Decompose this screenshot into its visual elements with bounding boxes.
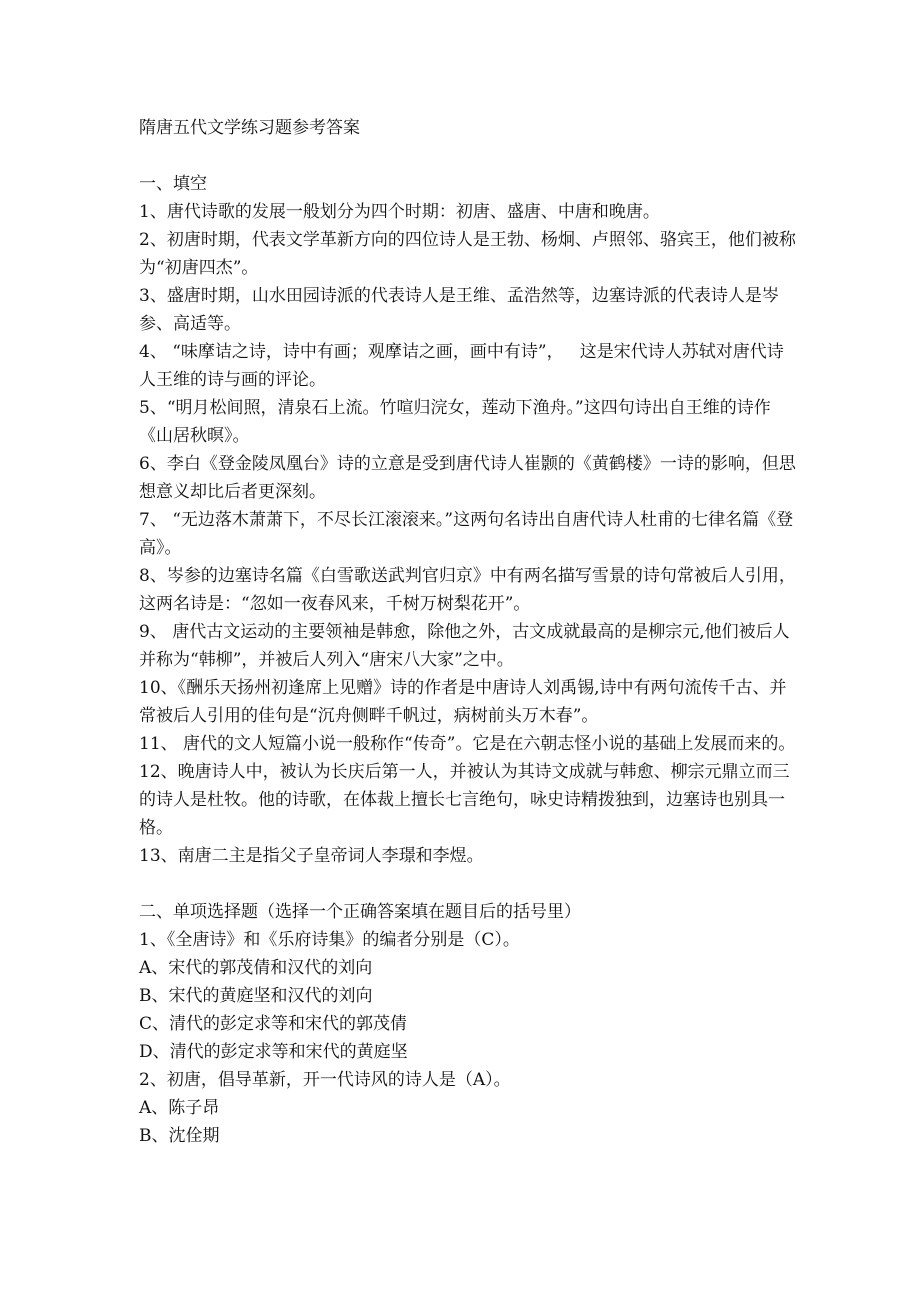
fill-in-item-2: 2、初唐时期，代表文学革新方向的四位诗人是王勃、杨炯、卢照邻、骆宾王，他们被称为“初唐四杰”。 [139,230,796,278]
question-2-option-a: A、陈子昂 [139,1098,220,1118]
question-1-option-c: C、清代的彭定求等和宋代的郭茂倩 [139,1014,408,1034]
question-1-stem: 1、《全唐诗》和《乐府诗集》的编者分别是（C）。 [139,930,520,950]
fill-in-item-7: 7、 “无边落木萧萧下，不尽长江滚滚来。”这两句名诗出自唐代诗人杜甫的七律名篇《登高》。 [139,510,794,558]
fill-in-item-6: 6、李白《登金陵凤凰台》诗的立意是受到唐代诗人崔颢的《黄鹤楼》一诗的影响，但思想意义却比后者更深刻。 [139,454,796,502]
fill-in-item-10: 10、《酬乐天扬州初逢席上见赠》诗的作者是中唐诗人刘禹锡,诗中有两句流传千古、并常被后人引用的佳句是“沉舟侧畔千帆过，病树前头万木春”。 [139,678,787,726]
fill-in-item-4: 4、 “味摩诘之诗，诗中有画；观摩诘之画，画中有诗”， 这是宋代诗人苏轼对唐代诗人王维的诗与画的评论。 [139,342,784,390]
fill-in-item-9: 9、 唐代古文运动的主要领袖是韩愈，除他之外，古文成就最高的是柳宗元,他们被后人并称为“韩柳”，并被后人列入“唐宋八大家”之中。 [139,622,790,670]
section-heading-single-choice: 二、单项选择题（选择一个正确答案填在题目后的括号里） [139,902,581,922]
document-body [139,114,799,1150]
section-heading-fill-in: 一、填空 [139,174,207,194]
question-1-option-d: D、清代的彭定求等和宋代的黄庭坚 [139,1042,408,1062]
question-2-option-b: B、沈佺期 [139,1126,220,1146]
question-1-option-b: B、宋代的黄庭坚和汉代的刘向 [139,986,373,1006]
fill-in-item-13: 13、南唐二主是指父子皇帝词人李璟和李煜。 [139,846,484,866]
question-2-stem: 2、初唐，倡导革新，开一代诗风的诗人是（A）。 [139,1070,511,1090]
fill-in-item-12: 12、晚唐诗人中，被认为长庆后第一人，并被认为其诗文成就与韩愈、柳宗元鼎立而三的诗人是杜牧。他的诗歌，在体裁上擅长七言绝句，咏史诗精拨独到，边塞诗也别具一格。 [139,762,790,838]
fill-in-item-5: 5、“明月松间照，清泉石上流。竹喧归浣女，莲动下渔舟。”这四句诗出自王维的诗作《山居秋暝》。 [139,398,771,446]
question-1-option-a: A、宋代的郭茂倩和汉代的刘向 [139,958,373,978]
fill-in-item-8: 8、岑参的边塞诗名篇《白雪歌送武判官归京》中有两名描写雪景的诗句常被后人引用，这两名诗是：“忽如一夜春风来，千树万树梨花开”。 [139,566,796,614]
fill-in-item-11: 11、 唐代的文人短篇小说一般称作“传奇”。它是在六朝志怪小说的基础上发展而来的。 [139,734,796,754]
document-title: 隋唐五代文学练习题参考答案 [139,118,360,138]
fill-in-item-3: 3、盛唐时期，山水田园诗派的代表诗人是王维、孟浩然等，边塞诗派的代表诗人是岑参、高适等。 [139,286,779,334]
fill-in-item-1: 1、唐代诗歌的发展一般划分为四个时期：初唐、盛唐、中唐和晚唐。 [139,202,660,222]
